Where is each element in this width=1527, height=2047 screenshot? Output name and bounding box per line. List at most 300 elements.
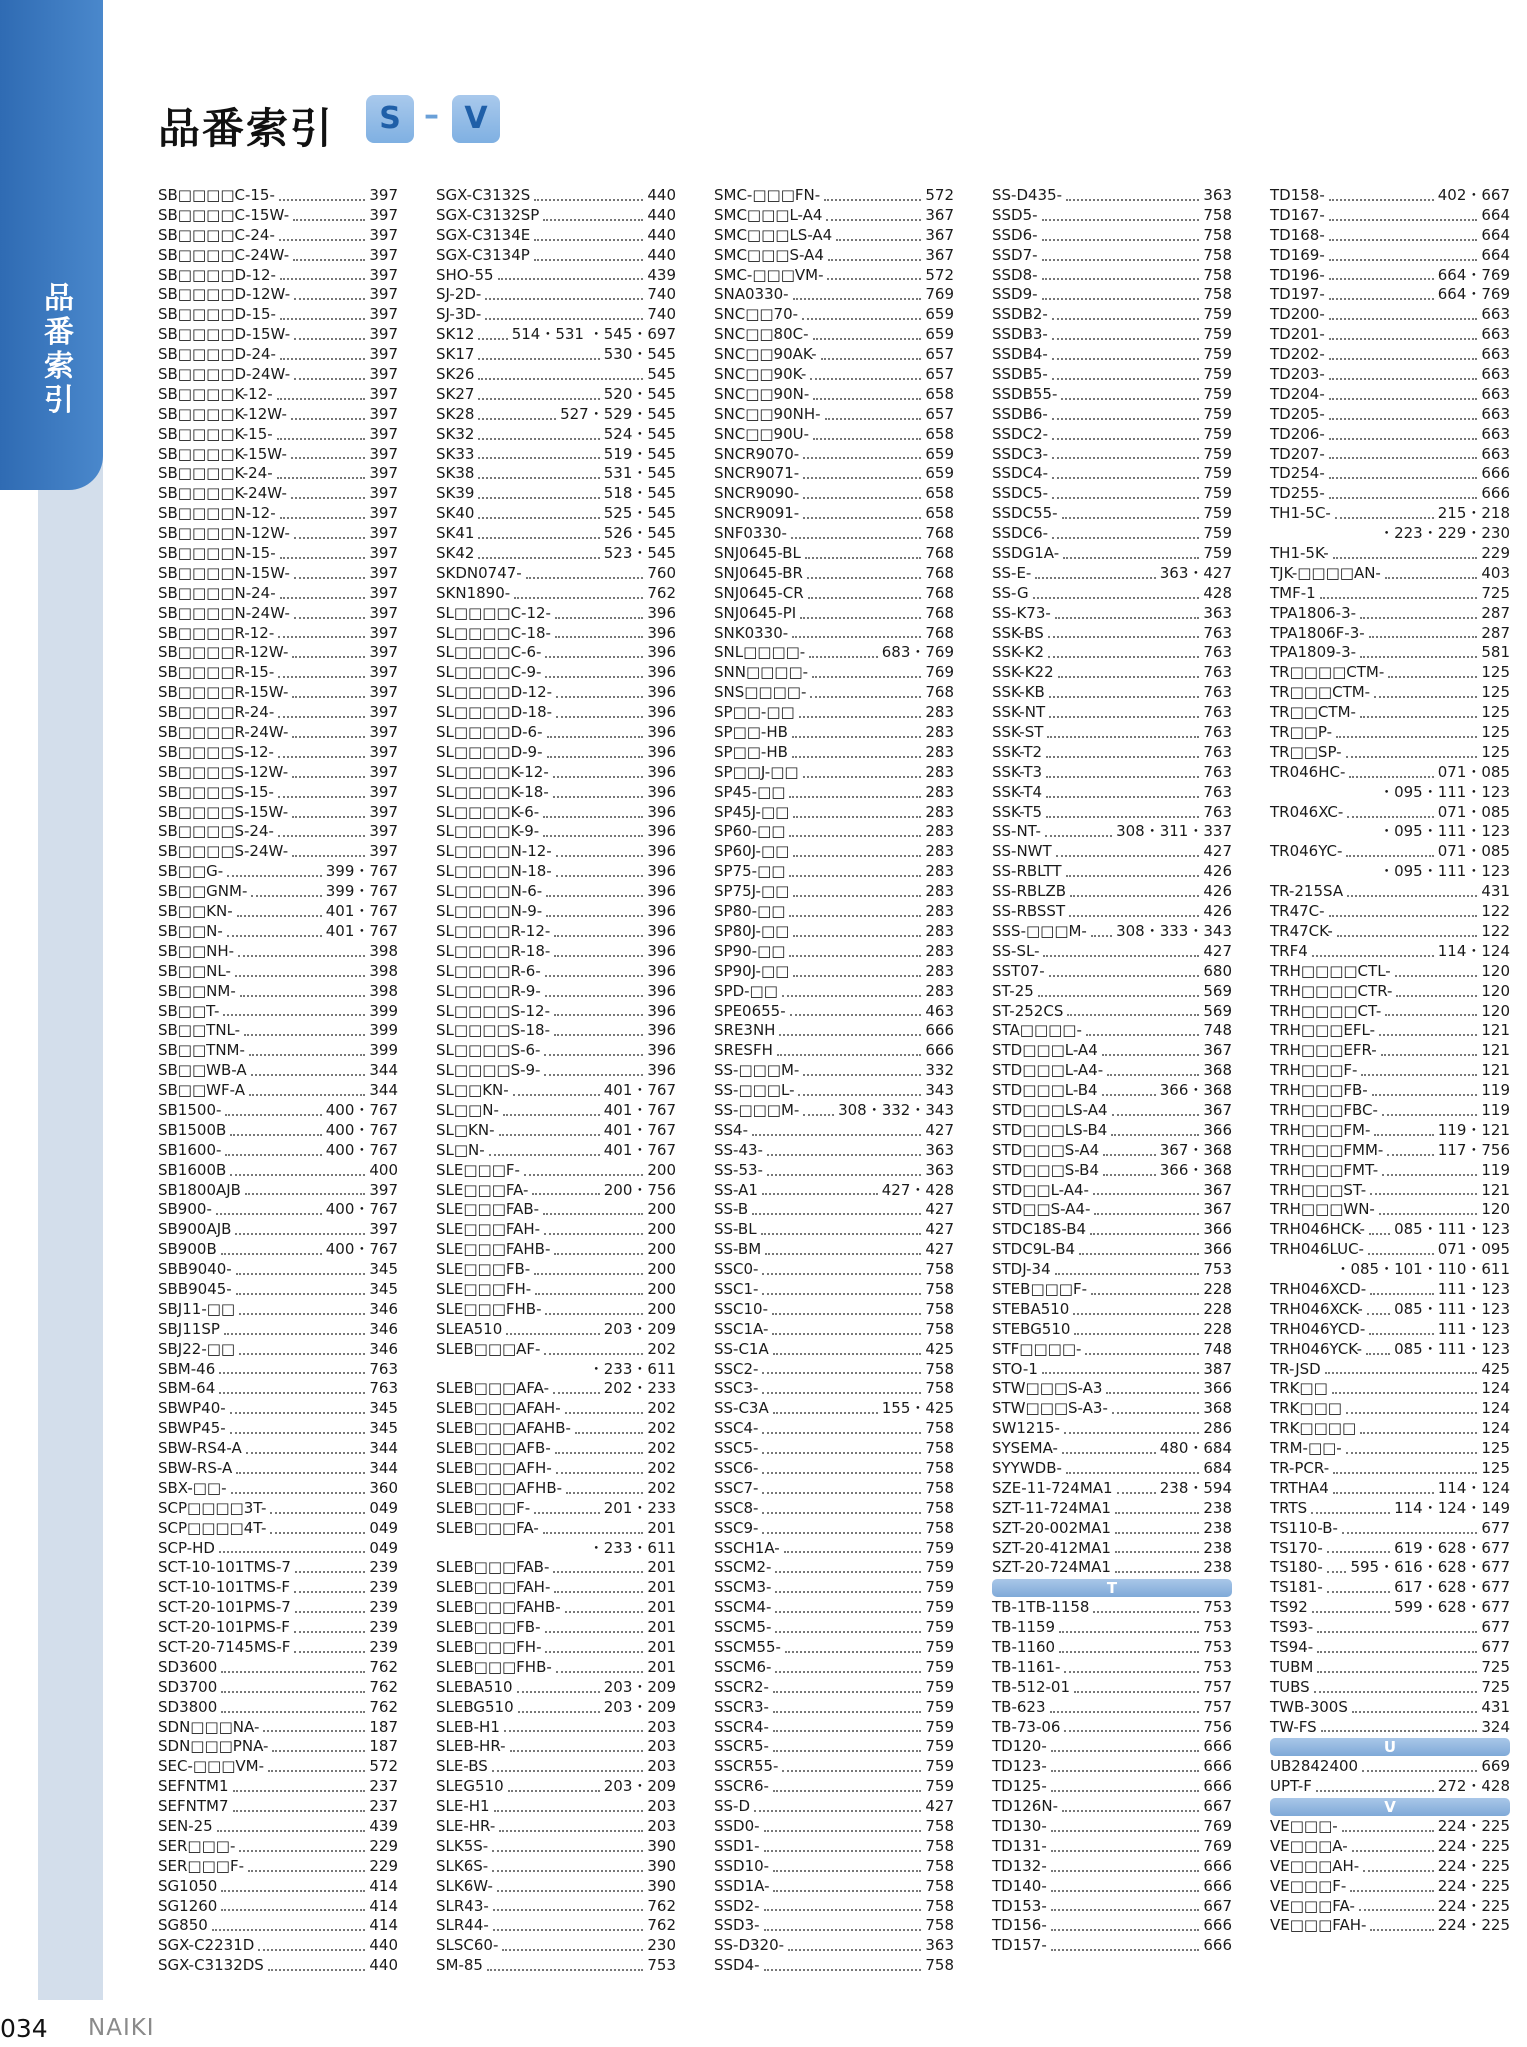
- page-reference: 663: [1481, 365, 1510, 383]
- dot-leader: [1069, 915, 1199, 917]
- index-row: [436, 842, 676, 862]
- index-row: [436, 1181, 676, 1201]
- part-number: SP60J-□□: [714, 842, 790, 861]
- part-number: SSCR5-: [714, 1737, 769, 1756]
- dot-leader: [547, 736, 644, 738]
- part-number: TRH046HCK-: [1270, 1220, 1365, 1239]
- part-number: SNN□□□□-: [714, 663, 809, 682]
- page-reference: 202: [647, 1339, 676, 1358]
- page-reference: 345: [369, 1419, 398, 1438]
- part-number: TR046XC-: [1270, 802, 1344, 821]
- page-reference: 203: [647, 1737, 676, 1756]
- dot-leader: [514, 597, 643, 599]
- page-reference: 308・332・343: [838, 1100, 954, 1119]
- page-reference: 049: [369, 1538, 398, 1557]
- index-row: [158, 1141, 398, 1161]
- part-number: SSC10-: [714, 1299, 769, 1318]
- dot-leader: [782, 995, 921, 997]
- index-row: [158, 1220, 398, 1240]
- index-row: [714, 882, 954, 902]
- page-reference: 757: [1203, 1677, 1232, 1696]
- index-row: [158, 1737, 398, 1757]
- dot-leader: [554, 955, 643, 957]
- index-row: [1270, 1300, 1510, 1320]
- page-reference: 657: [925, 365, 954, 383]
- part-number: SLEB□□□AFH-: [436, 1458, 552, 1477]
- page-reference: 343: [925, 1081, 954, 1100]
- index-row: [1270, 1002, 1510, 1022]
- dot-leader: [1372, 1094, 1478, 1096]
- page-reference: 666: [1203, 1936, 1232, 1955]
- dot-leader: [556, 696, 643, 698]
- index-row: [158, 1718, 398, 1738]
- part-number: SBJ22-□□: [158, 1339, 236, 1358]
- range-dash: –: [424, 98, 439, 133]
- index-row: [1270, 624, 1510, 644]
- dot-leader: [789, 835, 921, 837]
- dot-leader: [556, 716, 643, 718]
- index-row: [158, 484, 398, 504]
- page-reference: 397: [369, 563, 398, 582]
- part-number: SS-□□□M-: [714, 1100, 800, 1119]
- index-row-continuation: [1270, 823, 1510, 843]
- part-number: SMC□□□L-A4: [714, 205, 823, 224]
- page-reference: 114・124: [1437, 941, 1510, 960]
- index-row: [1270, 266, 1510, 286]
- index-row: [436, 1340, 676, 1360]
- part-number: SSC0-: [714, 1260, 759, 1279]
- page-reference: 431: [1481, 1697, 1510, 1716]
- dot-leader: [1367, 1313, 1390, 1315]
- page-reference: 427: [925, 1220, 954, 1239]
- part-number: SLE□□□FHB-: [436, 1299, 542, 1318]
- page-reference: 768: [925, 583, 954, 602]
- page-reference: 071・095: [1437, 1240, 1510, 1259]
- dot-leader: [1360, 1432, 1477, 1434]
- part-number: TH1-5K-: [1270, 544, 1329, 563]
- part-number: TRTHA4: [1270, 1478, 1329, 1497]
- index-row: [158, 1300, 398, 1320]
- part-number: TRH□□□FBC-: [1270, 1100, 1378, 1119]
- part-number: SLK6W-: [436, 1876, 493, 1895]
- part-number: SBW-RS4-A: [158, 1439, 242, 1458]
- page-reference: 203・209: [603, 1697, 676, 1716]
- part-number: SSC1-: [714, 1279, 759, 1298]
- part-number: TB-512-01: [992, 1677, 1070, 1696]
- dot-leader: [772, 1333, 921, 1335]
- part-number: SSCM5-: [714, 1618, 772, 1637]
- page-reference: 367: [925, 245, 954, 264]
- page-reference: 403: [1481, 563, 1510, 582]
- dot-leader: [792, 736, 921, 738]
- part-number: SB□□□□S-15W-: [158, 802, 289, 821]
- index-row: [992, 405, 1232, 425]
- part-number: SSDB55-: [992, 384, 1058, 403]
- part-number: SLEBG510: [436, 1697, 514, 1716]
- part-number: SDN□□□NA-: [158, 1717, 260, 1736]
- page-reference: 283: [925, 822, 954, 841]
- part-number: TRF4: [1270, 941, 1308, 960]
- dot-leader: [543, 1213, 643, 1215]
- dot-leader: [219, 1392, 365, 1394]
- page-reference: 545: [647, 365, 676, 383]
- dot-leader: [294, 1651, 365, 1653]
- page-reference: 345: [369, 1279, 398, 1298]
- page-reference: 401・767: [603, 1100, 676, 1119]
- part-number: TD126N-: [992, 1797, 1058, 1816]
- index-row: [1270, 1399, 1510, 1419]
- dot-leader: [1066, 1472, 1199, 1474]
- dot-leader: [546, 895, 643, 897]
- part-number: SLE-BS: [436, 1757, 488, 1776]
- dot-leader: [1363, 1870, 1434, 1872]
- page-reference: 572: [369, 1757, 398, 1776]
- index-row: [1270, 1081, 1510, 1101]
- part-number: SSC1A-: [714, 1319, 769, 1338]
- part-number: TRH046LUC-: [1270, 1240, 1364, 1259]
- page-reference: 480・684: [1159, 1439, 1232, 1458]
- part-number: SL□□□□R-9-: [436, 981, 541, 1000]
- page-reference: 120: [1481, 1001, 1510, 1020]
- part-number: TPA1806F-3-: [1270, 623, 1365, 642]
- page-reference: 426: [1203, 882, 1232, 901]
- part-number: SSDG1A-: [992, 544, 1060, 563]
- dot-leader: [291, 457, 365, 459]
- index-row: [158, 1002, 398, 1022]
- index-row: [436, 1737, 676, 1757]
- dot-leader: [1051, 1870, 1200, 1872]
- dot-leader: [494, 1810, 644, 1812]
- index-row: [1270, 1757, 1510, 1777]
- index-row: [992, 922, 1232, 942]
- page-reference: 759: [1203, 504, 1232, 523]
- part-number: SS-D320-: [714, 1936, 785, 1955]
- index-row: [1270, 1181, 1510, 1201]
- part-number: TR-215SA: [1270, 882, 1344, 901]
- dot-leader: [1317, 1671, 1477, 1673]
- dot-leader: [294, 537, 366, 539]
- dot-leader: [478, 457, 599, 459]
- part-number: SSD2-: [714, 1896, 760, 1915]
- dot-leader: [294, 1591, 365, 1593]
- page-reference: 759: [925, 1657, 954, 1676]
- index-row: [1270, 1101, 1510, 1121]
- index-row: [1270, 1320, 1510, 1340]
- part-number: SSC6-: [714, 1458, 759, 1477]
- page-reference: 125: [1481, 742, 1510, 761]
- index-row: [1270, 385, 1510, 405]
- page-reference: 427・428: [881, 1180, 954, 1199]
- dot-leader: [270, 1512, 365, 1514]
- page-reference: 203: [647, 1757, 676, 1776]
- part-number: SL□□□□C-18-: [436, 623, 551, 642]
- page-reference: 200: [647, 1160, 676, 1179]
- index-row: [436, 464, 676, 484]
- dot-leader: [1107, 1074, 1199, 1076]
- part-number: SB□□WF-A: [158, 1081, 245, 1100]
- index-row: [714, 425, 954, 445]
- dot-leader: [1333, 557, 1478, 559]
- page-reference: 283: [925, 723, 954, 742]
- part-number: SS4-: [714, 1120, 748, 1139]
- part-number: ST-252CS: [992, 1001, 1064, 1020]
- index-row: [992, 1837, 1232, 1857]
- part-number: SSC5-: [714, 1439, 759, 1458]
- index-row: [436, 1777, 676, 1797]
- page-reference: 414: [369, 1916, 398, 1935]
- part-number: TB-1161-: [992, 1657, 1061, 1676]
- page-reference: 203・209: [603, 1777, 676, 1796]
- part-number: TD131-: [992, 1836, 1047, 1855]
- index-row: [158, 1558, 398, 1578]
- index-row: [436, 1897, 676, 1917]
- part-number: TD200-: [1270, 305, 1325, 324]
- dot-leader: [280, 278, 365, 280]
- part-number: SBB9045-: [158, 1279, 232, 1298]
- part-number: TS92: [1270, 1598, 1308, 1617]
- index-row: [714, 862, 954, 882]
- part-number: SS-G: [992, 583, 1029, 602]
- page-reference: 368: [1203, 1399, 1232, 1418]
- index-row: [992, 1499, 1232, 1519]
- dot-leader: [775, 1591, 921, 1593]
- dot-leader: [478, 557, 599, 559]
- index-row: [436, 902, 676, 922]
- page-reference: 397: [369, 663, 398, 682]
- index-row: [714, 1539, 954, 1559]
- page-reference: 120: [1481, 1200, 1510, 1219]
- index-row: [158, 1857, 398, 1877]
- part-number: TD254-: [1270, 464, 1325, 483]
- dot-leader: [813, 398, 921, 400]
- part-number: SLE-H1: [436, 1797, 490, 1816]
- dot-leader: [789, 875, 921, 877]
- part-number: SB1500-: [158, 1100, 222, 1119]
- page-reference: 202: [647, 1399, 676, 1418]
- dot-leader: [1346, 855, 1433, 857]
- dot-leader: [545, 975, 644, 977]
- index-row: [436, 246, 676, 266]
- dot-leader: [762, 1193, 878, 1195]
- page-reference: 085・111・123: [1394, 1220, 1510, 1239]
- part-number: STDC18S-B4: [992, 1220, 1087, 1239]
- dot-leader: [518, 1711, 600, 1713]
- index-row-continuation: [436, 1360, 676, 1380]
- page-reference: ・085・101・110・611: [1335, 1260, 1510, 1279]
- index-row: [158, 783, 398, 803]
- index-row: [992, 763, 1232, 783]
- dot-leader: [789, 955, 921, 957]
- part-number: SLE□□□FB-: [436, 1260, 531, 1279]
- index-row: [992, 1618, 1232, 1638]
- page-reference: 663: [1481, 384, 1510, 403]
- page-reference: 759: [1203, 365, 1232, 383]
- index-row: [158, 1200, 398, 1220]
- index-row: [436, 345, 676, 365]
- dot-leader: [1329, 457, 1478, 459]
- index-row: [1270, 504, 1510, 524]
- index-row: [992, 862, 1232, 882]
- part-number: TPA1806-3-: [1270, 603, 1357, 622]
- dot-leader: [1058, 676, 1200, 678]
- page-reference: 768: [925, 544, 954, 563]
- part-number: STD□□□S-B4: [992, 1160, 1099, 1179]
- dot-leader: [294, 617, 366, 619]
- page-reference: 427: [925, 1120, 954, 1139]
- part-number: TPA1809-3-: [1270, 643, 1357, 662]
- dot-leader: [784, 1551, 922, 1553]
- page-reference: 759: [925, 1618, 954, 1637]
- part-number: TS93-: [1270, 1618, 1314, 1637]
- page-reference: 124: [1481, 1419, 1510, 1438]
- index-row: [992, 544, 1232, 564]
- page-reference: 283: [925, 961, 954, 980]
- index-row: [714, 484, 954, 504]
- dot-leader: [805, 557, 921, 559]
- dot-leader: [785, 1651, 921, 1653]
- index-row: [158, 624, 398, 644]
- page-reference: 677: [1481, 1618, 1510, 1637]
- page-reference: 431: [1481, 882, 1510, 901]
- page-reference: 428: [1203, 583, 1232, 602]
- index-row: [158, 604, 398, 624]
- section-header-letter: U: [1270, 1738, 1510, 1756]
- part-number: TB-1159: [992, 1618, 1056, 1637]
- dot-leader: [1046, 796, 1199, 798]
- page-reference: 324: [1481, 1717, 1510, 1736]
- page-reference: 287: [1481, 623, 1510, 642]
- page-reference: 367: [1203, 1100, 1232, 1119]
- part-number: SB□□□□K-12W-: [158, 404, 287, 423]
- index-row: [714, 1598, 954, 1618]
- part-number: SLEBA510: [436, 1677, 513, 1696]
- index-row: [436, 564, 676, 584]
- index-row: [436, 1081, 676, 1101]
- index-row: [158, 1459, 398, 1479]
- part-number: SL□N-: [436, 1140, 485, 1159]
- index-row: [714, 1280, 954, 1300]
- dot-leader: [773, 1750, 921, 1752]
- part-number: SL□□□□N-9-: [436, 902, 543, 921]
- page-reference: 440: [647, 225, 676, 244]
- part-number: SCT-10-101TMS-F: [158, 1578, 290, 1597]
- index-row: [992, 484, 1232, 504]
- dot-leader: [534, 199, 643, 201]
- part-number: SSS-□□□M-: [992, 921, 1087, 940]
- page-reference: 283: [925, 981, 954, 1000]
- index-row: [158, 1181, 398, 1201]
- page-reference: 759: [1203, 345, 1232, 364]
- dot-leader: [556, 875, 644, 877]
- page-reference: ・223・229・230: [1379, 524, 1510, 543]
- part-number: SB□□TNL-: [158, 1021, 241, 1040]
- dot-leader: [221, 1909, 365, 1911]
- dot-leader: [231, 1492, 366, 1494]
- page-reference: 397: [369, 643, 398, 662]
- dot-leader: [1086, 1034, 1199, 1036]
- page-reference: 344: [369, 1458, 398, 1477]
- index-row: [436, 763, 676, 783]
- part-number: SSK-T5: [992, 802, 1043, 821]
- index-row: [1270, 445, 1510, 465]
- part-number: SL□□□□K-9-: [436, 822, 540, 841]
- index-row: [992, 1658, 1232, 1678]
- page-reference: 753: [1203, 1260, 1232, 1279]
- page-reference: 396: [647, 862, 676, 881]
- part-number: SNCR9071-: [714, 464, 800, 483]
- page-reference: 759: [925, 1697, 954, 1716]
- index-row: [1270, 1280, 1510, 1300]
- part-number: SGX-C3134P: [436, 245, 530, 264]
- dot-leader: [225, 1114, 321, 1116]
- page-reference: 367・368: [1159, 1140, 1232, 1159]
- index-row: [714, 1220, 954, 1240]
- page-reference: 201: [647, 1578, 676, 1597]
- index-row: [436, 365, 676, 385]
- index-row: [1270, 1558, 1510, 1578]
- index-row: [158, 1041, 398, 1061]
- dot-leader: [1369, 636, 1478, 638]
- index-row: [714, 723, 954, 743]
- page-reference: 759: [1203, 424, 1232, 443]
- index-row: [158, 1240, 398, 1260]
- part-number: SNCR9091-: [714, 504, 800, 523]
- index-row: [1270, 425, 1510, 445]
- page-reference: 753: [1203, 1618, 1232, 1637]
- index-row: [714, 902, 954, 922]
- index-row: [158, 723, 398, 743]
- index-row: [992, 1519, 1232, 1539]
- index-row: [714, 1678, 954, 1698]
- dot-leader: [1350, 1890, 1433, 1892]
- dot-leader: [1370, 1193, 1477, 1195]
- dot-leader: [1038, 995, 1200, 997]
- part-number: SG1050: [158, 1876, 218, 1895]
- index-row: [158, 1439, 398, 1459]
- index-row: [714, 643, 954, 663]
- part-number: SLEB□□□FAB-: [436, 1558, 550, 1577]
- part-number: TD157-: [992, 1936, 1047, 1955]
- dot-leader: [810, 378, 921, 380]
- part-number: TR□□□CTM-: [1270, 683, 1371, 702]
- part-number: SLEB-H1: [436, 1717, 500, 1736]
- dot-leader: [1052, 537, 1199, 539]
- part-number: SB□□□□R-15W-: [158, 683, 289, 702]
- index-row: [714, 922, 954, 942]
- index-row: [436, 1260, 676, 1280]
- index-row: [1270, 1618, 1510, 1638]
- part-number: TD168-: [1270, 225, 1325, 244]
- index-row: [992, 1698, 1232, 1718]
- page-reference: 768: [925, 683, 954, 702]
- page-reference: 531・545: [603, 464, 676, 483]
- dot-leader: [294, 577, 366, 579]
- page-reference: 283: [925, 802, 954, 821]
- part-number: SSCR55-: [714, 1757, 779, 1776]
- dot-leader: [268, 1770, 365, 1772]
- index-row-continuation: [1270, 862, 1510, 882]
- dot-leader: [1051, 1750, 1200, 1752]
- part-number: SLEB□□□AFAH-: [436, 1399, 561, 1418]
- dot-leader: [1366, 1353, 1390, 1355]
- index-row: [1270, 683, 1510, 703]
- page-reference: 397: [369, 742, 398, 761]
- index-row: [436, 1558, 676, 1578]
- dot-leader: [1329, 497, 1478, 499]
- part-number: SL□□N-: [436, 1100, 499, 1119]
- dot-leader: [292, 855, 365, 857]
- index-row: [158, 1399, 398, 1419]
